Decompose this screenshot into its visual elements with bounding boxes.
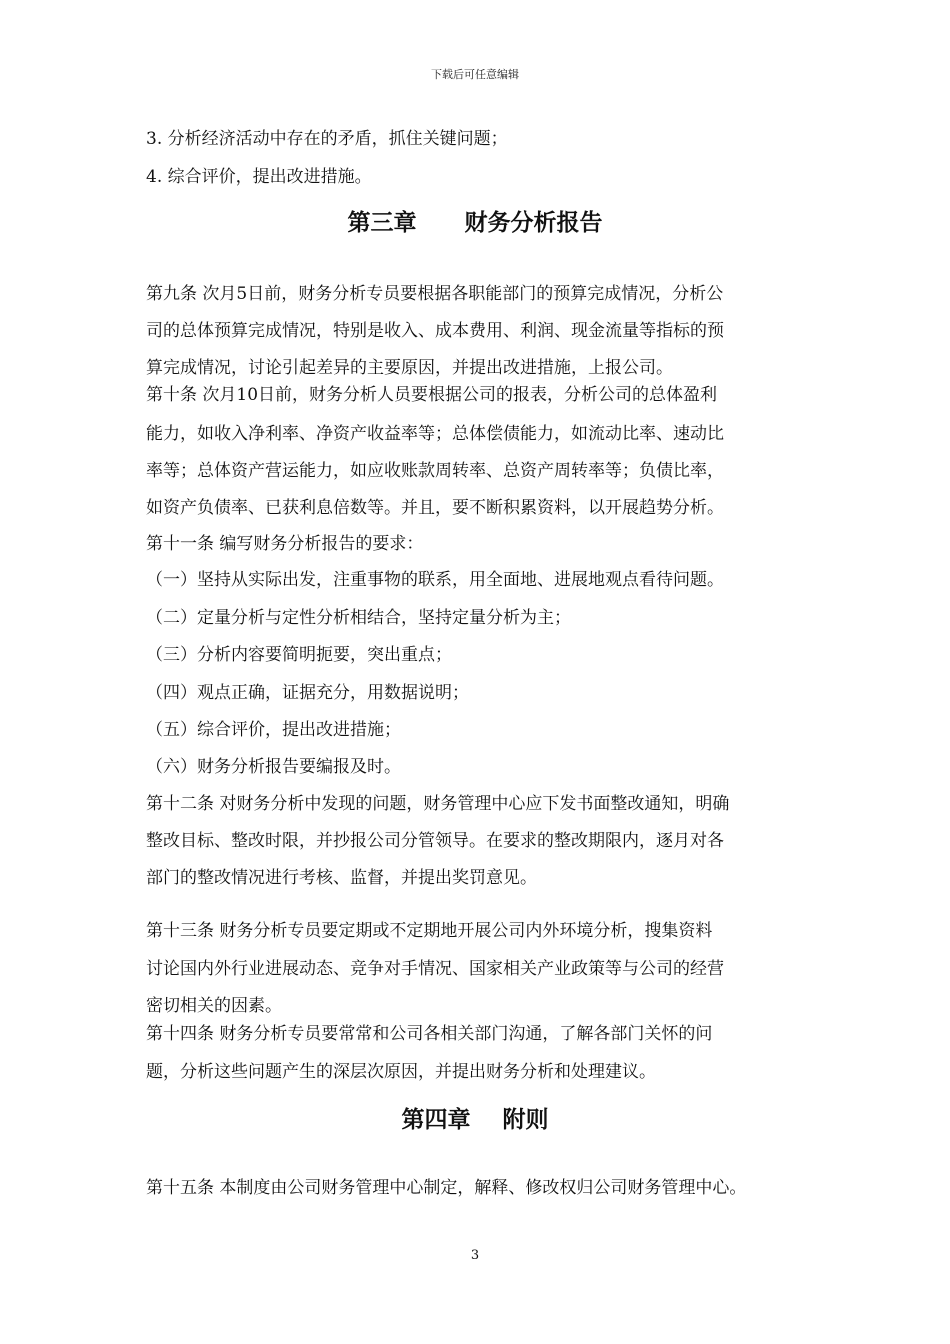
intro-item-3: 3. 分析经济活动中存在的矛盾，抓住关键问题； — [146, 129, 508, 149]
chapter-3-title: 第三章 财务分析报告 — [347, 209, 603, 236]
article-10-line-2: 能力，如收入净利率、净资产收益率等；总体偿债能力，如流动比率、速动比 — [146, 424, 724, 444]
article-11-item-6: （六）财务分析报告要编报及时。 — [146, 757, 401, 777]
page-number: 3 — [470, 1248, 480, 1263]
article-9-line-3: 算完成情况，讨论引起差异的主要原因，并提出改进措施，上报公司。 — [146, 358, 673, 378]
article-13-line-1: 第十三条 财务分析专员要定期或不定期地开展公司内外环境分析，搜集资料 — [146, 921, 713, 941]
article-11-item-4: （四）观点正确，证据充分，用数据说明； — [146, 683, 469, 703]
article-14-line-2: 题，分析这些问题产生的深层次原因，并提出财务分析和处理建议。 — [146, 1062, 656, 1082]
article-11-item-2: （二）定量分析与定性分析相结合，坚持定量分析为主； — [146, 608, 571, 628]
page-header: 下载后可任意编辑 — [431, 68, 519, 81]
intro-item-4: 4. 综合评价，提出改进措施。 — [146, 167, 372, 187]
article-12-line-3: 部门的整改情况进行考核、监督，并提出奖罚意见。 — [146, 868, 537, 888]
article-10-line-3: 率等；总体资产营运能力，如应收账款周转率、总资产周转率等；负债比率， — [146, 461, 724, 481]
article-14-line-1: 第十四条 财务分析专员要常常和公司各相关部门沟通，了解各部门关怀的问 — [146, 1024, 713, 1044]
article-10-line-4: 如资产负债率、已获利息倍数等。并且，要不断积累资料，以开展趋势分析。 — [146, 498, 724, 518]
article-11-item-1: （一）坚持从实际出发，注重事物的联系，用全面地、进展地观点看待问题。 — [146, 570, 724, 590]
article-12-line-1: 第十二条 对财务分析中发现的问题，财务管理中心应下发书面整改通知，明确 — [146, 794, 730, 814]
article-15: 第十五条 本制度由公司财务管理中心制定，解释、修改权归公司财务管理中心。 — [146, 1178, 747, 1198]
article-9-line-1: 第九条 次月5日前，财务分析专员要根据各职能部门的预算完成情况，分析公 — [146, 284, 724, 304]
article-11-title: 第十一条 编写财务分析报告的要求： — [146, 534, 424, 554]
article-13-line-3: 密切相关的因素。 — [146, 996, 282, 1016]
article-10-line-1: 第十条 次月10日前，财务分析人员要根据公司的报表，分析公司的总体盈利 — [146, 385, 718, 405]
chapter-4-title: 第四章 附则 — [401, 1106, 549, 1133]
article-13-line-2: 讨论国内外行业进展动态、竞争对手情况、国家相关产业政策等与公司的经营 — [146, 959, 724, 979]
article-9-line-2: 司的总体预算完成情况，特别是收入、成本费用、利润、现金流量等指标的预 — [146, 321, 724, 341]
article-11-item-3: （三）分析内容要简明扼要，突出重点； — [146, 645, 452, 665]
article-11-item-5: （五）综合评价，提出改进措施； — [146, 720, 401, 740]
article-12-line-2: 整改目标、整改时限，并抄报公司分管领导。在要求的整改期限内，逐月对各 — [146, 831, 724, 851]
